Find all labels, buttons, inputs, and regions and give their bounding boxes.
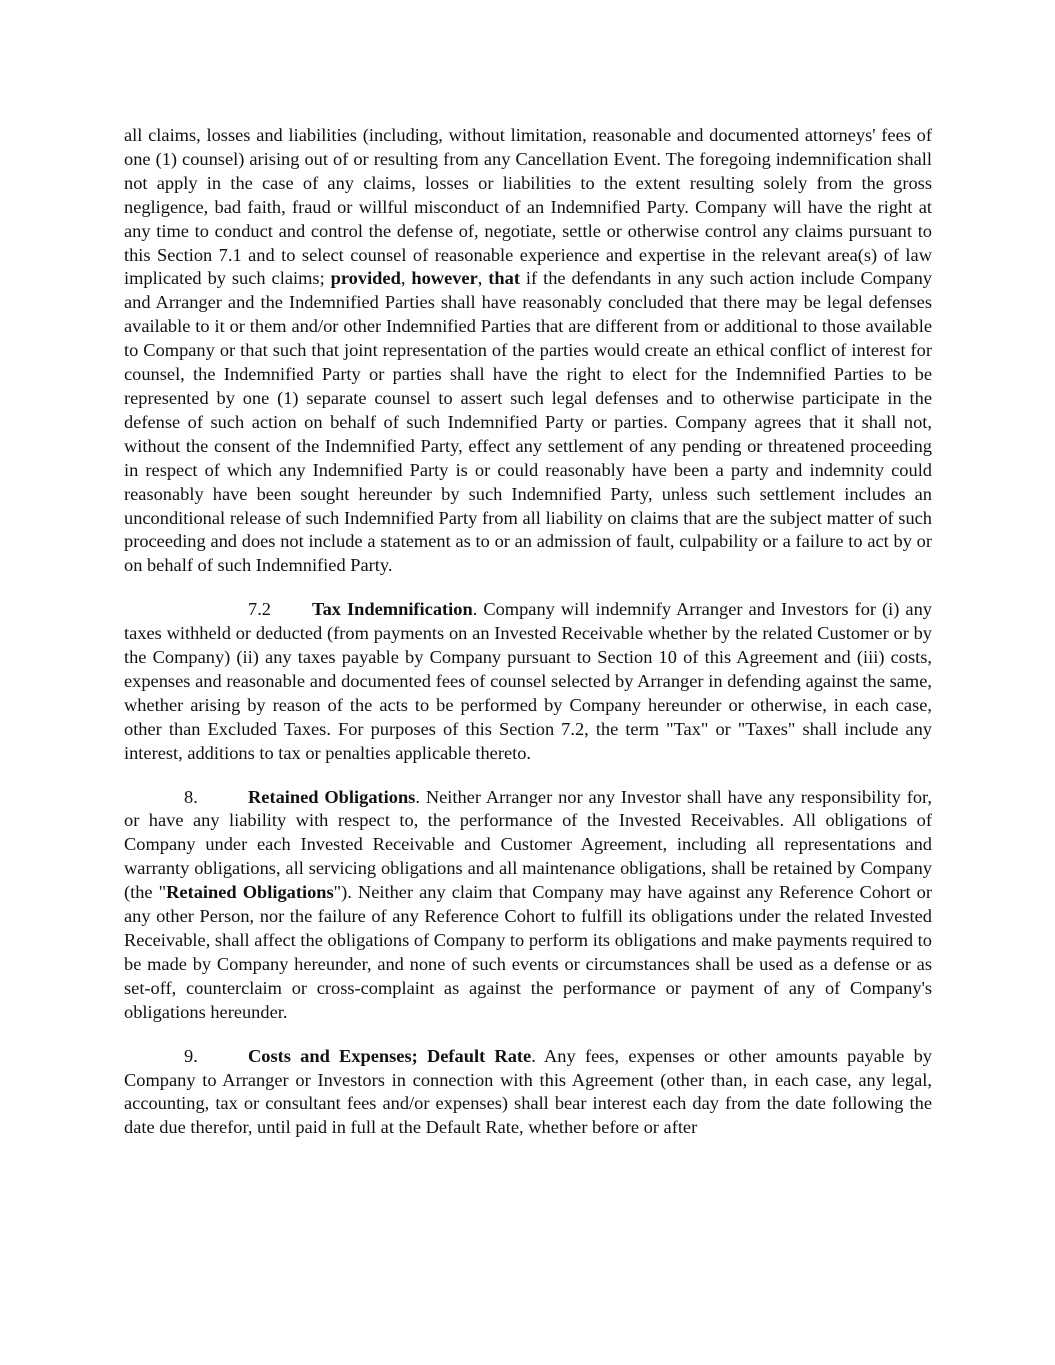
section-7-1-text-part2: if the defendants in any such action include Company and Arranger and the Indemnified Parties shall have reasonably concluded that there may be legal defenses available to it or them and/or other Indemnified Parties that are different from or additional to those available to Company or that such that joint representation of the parties would create an ethical conflict of interest for counsel, the Indemnified Party or parties shall have the right to elect for the Indemnified Parties to be represented by one (1) separate counsel to assert such legal defenses and to otherwise participate in the defense of such action on behalf of such Indemnified Party or parties. Company agrees that it shall not, without the consent of the Indemnified Party, effect any settlement of any pending or threatened proceeding in respect of which any Indemnified Party is or could reasonably have been a party and indemnity could reasonably have been sought hereunder by such Indemnified Party, unless such settlement includes an unconditional release of such Indemnified Party from all liability on claims that are the subject matter of such proceeding and does not include a statement as to or an admission of fault, culpability or a failure to act by or on behalf of such Indemnified Party.	[124, 268, 932, 576]
section-8-body-part1: . Neither Arranger nor any Investor shall have any responsibility for, or have any liability with respect to, the performance of the Invested Receivables. All obligations of Company under each Invested Receivable and Customer Agreement, including all representations and warranty obligations, all servicing obligations and all maintenance obligations, shall be retained by Company (the "	[124, 786, 933, 903]
section-9-body: . Any fees, expenses or other amounts payable by Company to Arranger or Investors in connection with this Agreement (other than, in each case, any legal, accounting, tax or consultant fees and/or expenses) shall bear interest each day from the date following the date due therefor, until paid in full at the Default Rate, whether before or after	[124, 1045, 932, 1138]
paragraph-section-8	[124, 786, 932, 1025]
proviso-separator-2: ,	[477, 268, 489, 289]
proviso-provided: provided	[330, 268, 401, 289]
paragraph-section-9	[124, 1045, 932, 1141]
section-number-9: 9.	[184, 1045, 198, 1066]
paragraph-section-7-2	[124, 598, 932, 765]
defined-term-retained-obligations: Retained Obligations	[166, 882, 334, 903]
section-8-body-part2: "). Neither any claim that Company may have against any Reference Cohort or any other Person, nor the failure of any Reference Cohort to fulfill its obligations under the related Invested Receivable, shall affect the obligations of Company to perform its obligations and make payments required to be made by Company hereunder, and none of such events or circumstances shall be used as a defense or as set-off, counterclaim or cross-complaint as against the performance or payment of any of Company's obligations hereunder.	[124, 882, 933, 1022]
section-heading-tax-indemnification: Tax Indemnification	[312, 599, 473, 620]
proviso-however: however	[411, 268, 478, 289]
section-number-7-2: 7.2	[248, 599, 271, 620]
document-page	[124, 124, 932, 1140]
proviso-that: that	[488, 268, 520, 289]
section-number-8: 8.	[184, 786, 198, 807]
section-7-2-body: . Company will indemnify Arranger and Investors for (i) any taxes withheld or deducted (from payments on an Invested Receivable whether by the related Customer or by the Company) (ii) any taxes payable by Company pursuant to Section 10 of this Agreement and (iii) costs, expenses and reasonable and documented fees of counsel selected by Arranger in defending against the same, whether arising by reason of the acts to be performed by Company hereunder or otherwise, in each case, other than Excluded Taxes. For purposes of this Section 7.2, the term "Tax" or "Taxes" shall include any interest, additions to tax or penalties applicable thereto.	[124, 599, 932, 763]
proviso-separator-1: ,	[400, 268, 412, 289]
section-heading-retained-obligations: Retained Obligations	[248, 786, 416, 807]
section-heading-costs-and-expenses: Costs and Expenses; Default Rate	[248, 1045, 532, 1066]
paragraph-section-7-1-continuation	[124, 124, 932, 578]
section-7-1-text-part1: all claims, losses and liabilities (including, without limitation, reasonable and documented attorneys' fees of one (1) counsel) arising out of or resulting from any Cancellation Event. The foregoing indemnification shall not apply in the case of any claims, losses or liabilities to the extent resulting solely from the gross negligence, bad faith, fraud or willful misconduct of an Indemnified Party. Company will have the right at any time to conduct and control the defense of, negotiate, settle or otherwise control any claims pursuant to this Section 7.1 and to select counsel of reasonable experience and expertise in the relevant area(s) of law implicated by such claims;	[124, 125, 932, 289]
